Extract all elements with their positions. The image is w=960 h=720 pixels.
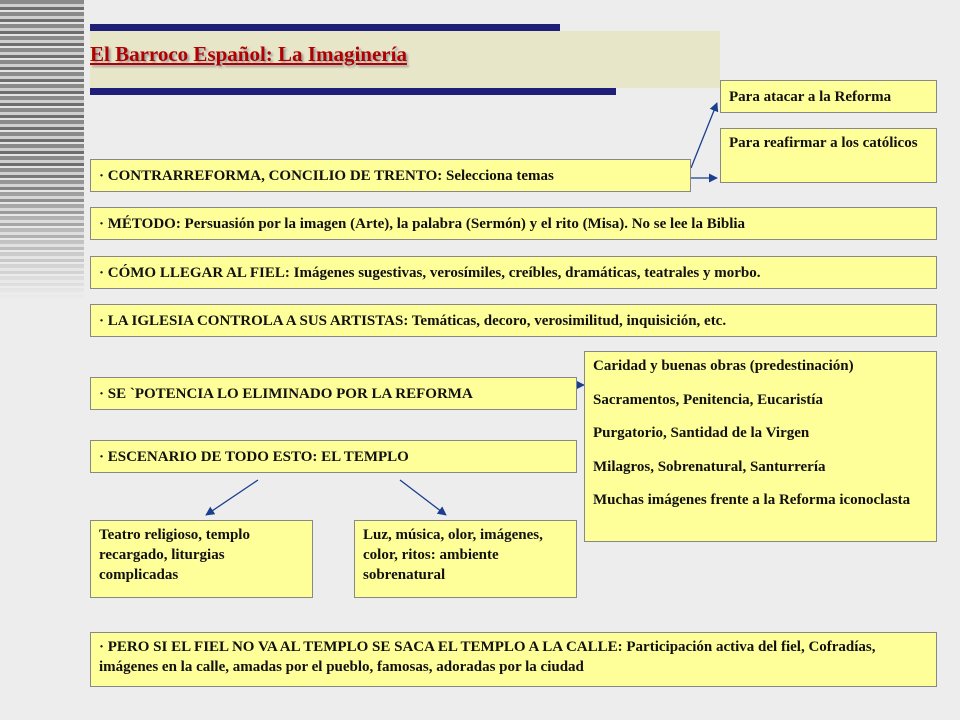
list-item: Milagros, Sobrenatural, Santurrería (593, 458, 826, 475)
contrarreforma-box: · CONTRARREFORMA, CONCILIO DE TRENTO: Selecciona temas (90, 159, 691, 192)
pero-si-el-fiel-box: · PERO SI EL FIEL NO VA AL TEMPLO SE SACA EL TEMPLO A LA CALLE: Participación activa del fiel, Cofradías, imágenes en la calle, amadas por el pueblo, famosas, adoradas por la ciudad (90, 632, 937, 687)
arrow-to-teatro (206, 480, 258, 515)
luz-musica-box: Luz, música, olor, imágenes, color, ritos: ambiente sobrenatural (354, 520, 577, 598)
list-item: Muchas imágenes frente a la Reforma iconoclasta (593, 492, 911, 509)
list-item: Caridad y buenas obras (predestinación) (593, 358, 854, 374)
arrow-to-luz (400, 480, 446, 515)
como-llegar-box: · CÓMO LLEGAR AL FIEL: Imágenes sugestivas, verosímiles, creíbles, dramáticas, teatrales y morbo. (90, 256, 937, 289)
list-item: Sacramentos, Penitencia, Eucaristía (593, 391, 823, 408)
teatro-religioso-box: Teatro religioso, templo recargado, liturgias complicadas (90, 520, 313, 598)
escenario-templo-box: · ESCENARIO DE TODO ESTO: EL TEMPLO (90, 440, 577, 473)
potencia-eliminado-box: · SE `POTENCIA LO ELIMINADO POR LA REFORMA (90, 377, 577, 410)
eliminado-list-box (584, 351, 937, 542)
reafirmar-catolicos-box: Para reafirmar a los católicos (720, 128, 937, 183)
arrow-to-atacar (691, 103, 717, 168)
list-item: Purgatorio, Santidad de la Virgen (593, 425, 810, 442)
iglesia-controla-box: · LA IGLESIA CONTROLA A SUS ARTISTAS: Temáticas, decoro, verosimilitud, inquisición, etc. (90, 304, 937, 337)
atacar-reforma-box: Para atacar a la Reforma (720, 80, 937, 113)
slide-title: El Barroco Español: La Imaginería (90, 42, 407, 66)
metodo-box: · MÉTODO: Persuasión por la imagen (Arte), la palabra (Sermón) y el rito (Misa). No se lee la Biblia (90, 207, 937, 240)
